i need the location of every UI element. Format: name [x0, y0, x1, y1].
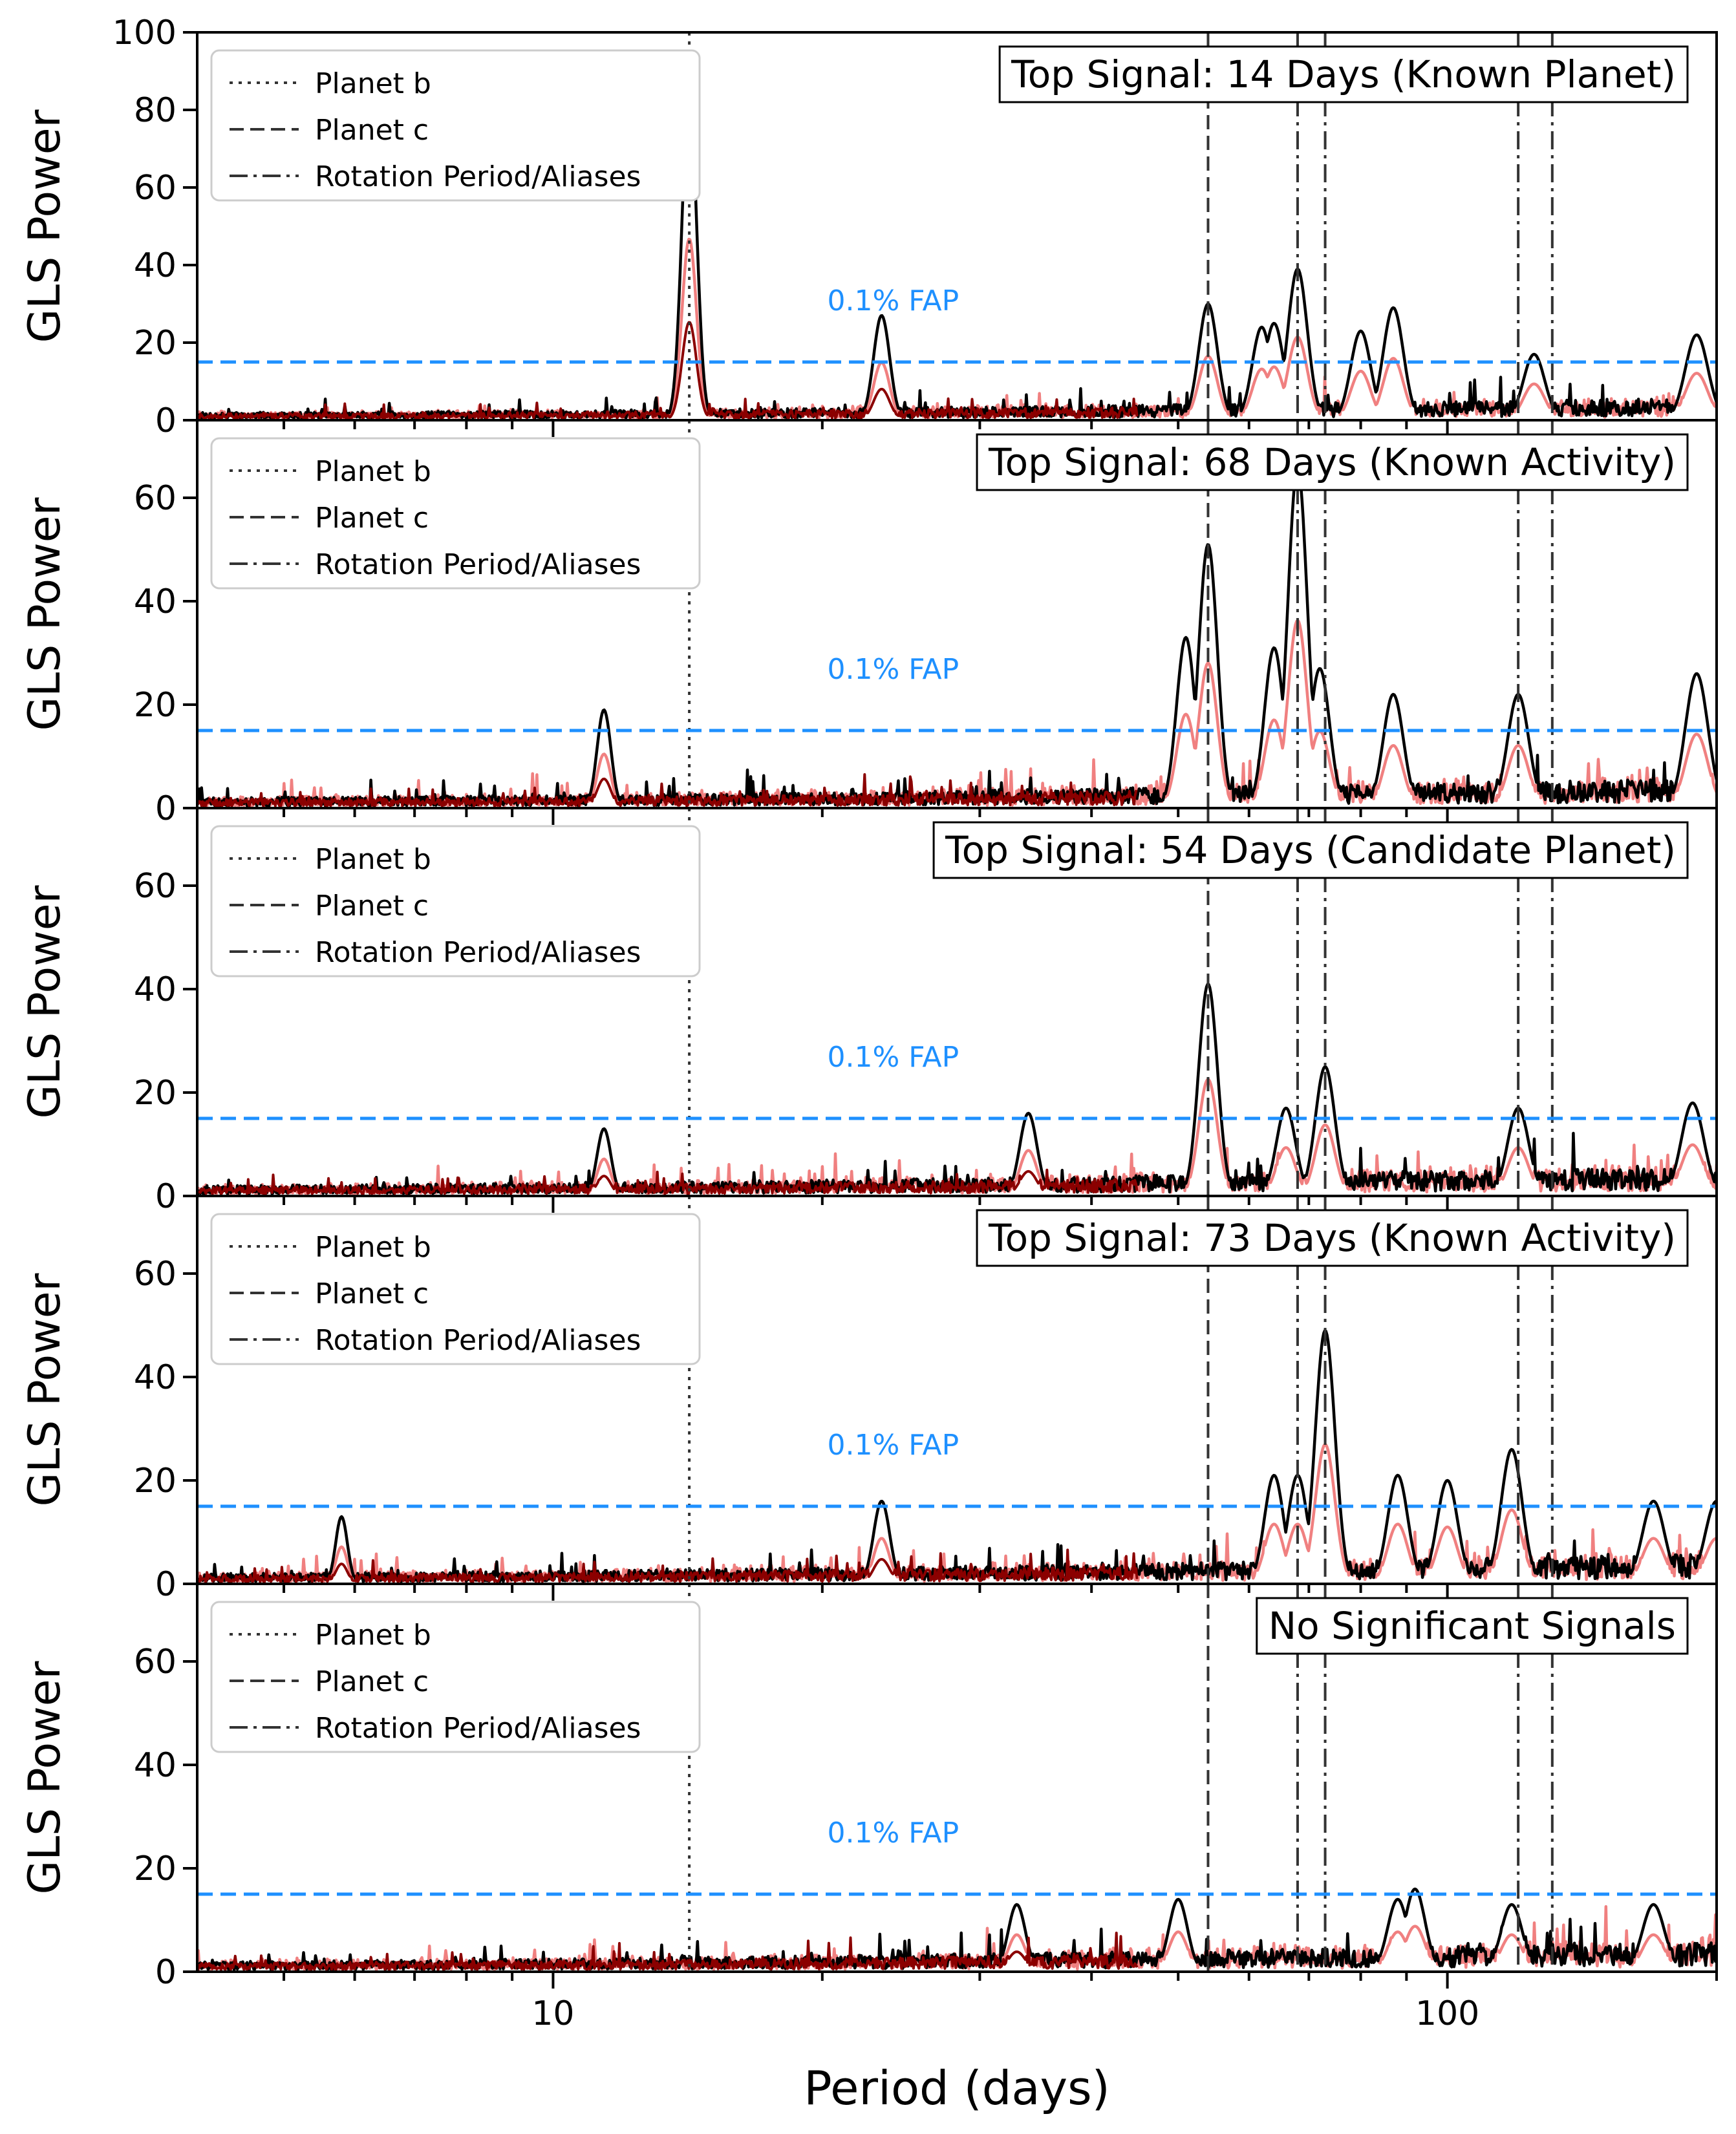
- y-tick-label: 100: [112, 14, 177, 52]
- legend-planet-c-label: Planet c: [315, 114, 429, 147]
- legend-planet-b-label: Planet b: [315, 1619, 431, 1652]
- panel-title: [1000, 47, 1688, 102]
- y-tick-label: 40: [133, 1358, 177, 1397]
- panel-title-text: No Significant Signals: [1268, 1604, 1676, 1648]
- panel-title-text: Top Signal: 68 Days (Known Activity): [989, 440, 1676, 484]
- y-tick-label: 40: [133, 1746, 177, 1785]
- y-axis-label: GLS Power: [19, 885, 70, 1119]
- y-tick-label: 0: [155, 401, 177, 440]
- panel-title: [1257, 1598, 1688, 1654]
- legend-planet-b-label: Planet b: [315, 455, 431, 488]
- plot-area: [197, 1889, 1717, 1970]
- y-tick-label: 20: [133, 324, 177, 363]
- panel-title-text: Top Signal: 14 Days (Known Planet): [1011, 52, 1676, 96]
- y-tick-label: 0: [155, 789, 177, 828]
- y-axis-label: GLS Power: [19, 1661, 70, 1895]
- y-tick-label: 20: [133, 1462, 177, 1500]
- fap-label: 0.1% FAP: [827, 1041, 959, 1074]
- legend-rotation-label: Rotation Period/Aliases: [315, 548, 641, 581]
- x-axis-label: Period (days): [804, 2061, 1110, 2115]
- y-tick-label: 40: [133, 246, 177, 285]
- legend-rotation-label: Rotation Period/Aliases: [315, 1712, 641, 1745]
- fap-label: 0.1% FAP: [827, 1817, 959, 1850]
- y-tick-label: 0: [155, 1177, 177, 1216]
- legend-rotation-label: Rotation Period/Aliases: [315, 936, 641, 969]
- y-tick-label: 60: [133, 169, 177, 208]
- fap-label: 0.1% FAP: [827, 653, 959, 686]
- y-tick-label: 80: [133, 91, 177, 130]
- fap-label: 0.1% FAP: [827, 284, 959, 317]
- legend-planet-c-label: Planet c: [315, 890, 429, 923]
- y-tick-label: 60: [133, 867, 177, 906]
- fap-label: 0.1% FAP: [827, 1429, 959, 1462]
- legend-planet-b-label: Planet b: [315, 67, 431, 100]
- y-tick-label: 0: [155, 1953, 177, 1992]
- y-tick-label: 20: [133, 1074, 177, 1113]
- y-tick-label: 60: [133, 1643, 177, 1681]
- y-tick-label: 20: [133, 686, 177, 725]
- series-residual-pink: [197, 621, 1717, 806]
- panel-3: [19, 808, 1717, 1216]
- y-tick-label: 0: [155, 1565, 177, 1604]
- x-tick-label: 100: [1415, 1994, 1480, 2033]
- legend-planet-b-label: Planet b: [315, 843, 431, 876]
- panel-5: [19, 1584, 1717, 1992]
- panel-1: [19, 14, 1717, 440]
- legend: [211, 50, 700, 200]
- y-tick-label: 40: [133, 970, 177, 1009]
- y-tick-label: 40: [133, 582, 177, 621]
- series-residual-pink: [197, 239, 1717, 419]
- series-periodogram-black: [197, 984, 1717, 1194]
- panel-title-text: Top Signal: 73 Days (Known Activity): [989, 1216, 1676, 1260]
- legend-planet-c-label: Planet c: [315, 1277, 429, 1310]
- y-axis-label: GLS Power: [19, 497, 70, 731]
- legend-rotation-label: Rotation Period/Aliases: [315, 160, 641, 193]
- y-axis-label: GLS Power: [19, 109, 70, 343]
- y-tick-label: 60: [133, 479, 177, 518]
- panel-4: [19, 1196, 1717, 1604]
- panel-title-text: Top Signal: 54 Days (Candidate Planet): [945, 828, 1676, 872]
- plot-area: [197, 984, 1717, 1194]
- y-tick-label: 60: [133, 1255, 177, 1294]
- y-tick-label: 20: [133, 1850, 177, 1888]
- legend: [211, 1214, 700, 1364]
- panel-title: [977, 1210, 1688, 1266]
- x-tick-label: 10: [531, 1994, 575, 2033]
- y-axis-label: GLS Power: [19, 1273, 70, 1507]
- panel-title: [934, 822, 1688, 878]
- legend-planet-b-label: Planet b: [315, 1231, 431, 1264]
- panel-title: [977, 434, 1688, 490]
- legend-planet-c-label: Planet c: [315, 1665, 429, 1698]
- legend: [211, 438, 700, 588]
- panel-2: [19, 420, 1717, 828]
- legend: [211, 826, 700, 976]
- legend: [211, 1602, 700, 1752]
- legend-rotation-label: Rotation Period/Aliases: [315, 1324, 641, 1357]
- legend-planet-c-label: Planet c: [315, 502, 429, 535]
